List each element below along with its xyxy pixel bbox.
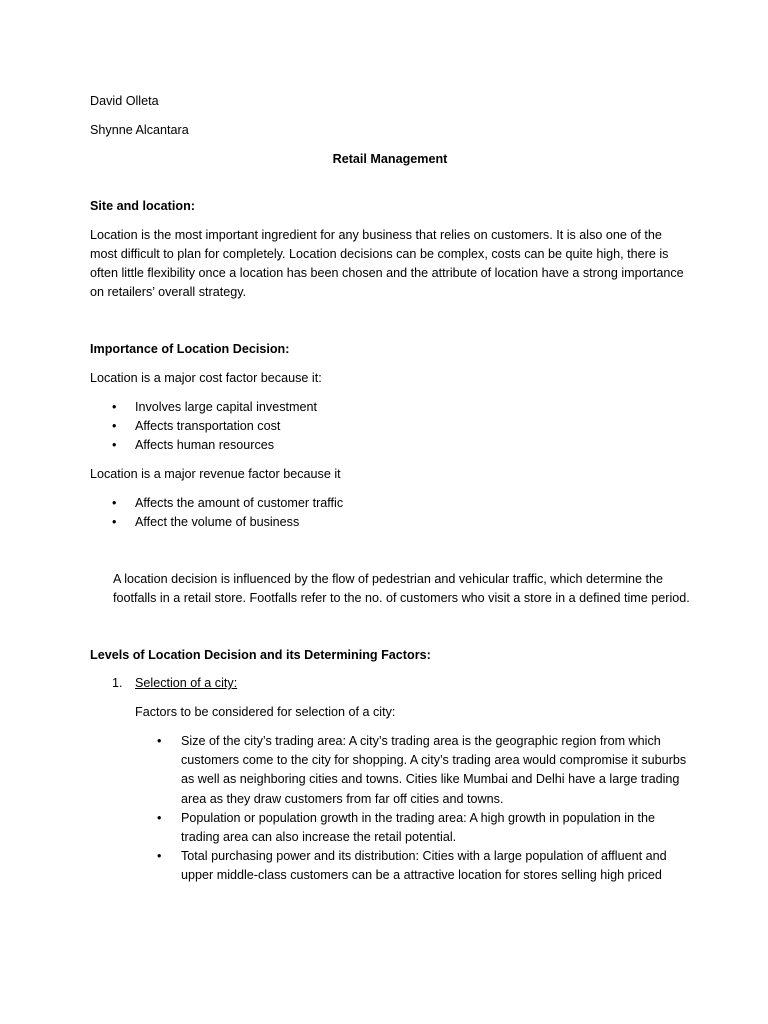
- list-item: [90, 847, 690, 885]
- list-item-text: Affects transportation cost: [135, 418, 281, 433]
- item-label: Selection of a city:: [135, 676, 238, 691]
- bullet-icon: •: [157, 733, 162, 748]
- revenue-list: [90, 494, 690, 532]
- factors-intro: Factors to be considered for selection of a city:: [135, 705, 396, 720]
- list-item-text: Population or population growth in the trading area: A high growth in population in the trading area can also increase the retail potential.: [181, 810, 655, 844]
- spacer: [90, 618, 690, 646]
- list-item-text: Total purchasing power and its distribution: Cities with a large population of affluent and upper middle-class customers can be a attractive location for stores selling high priced: [181, 849, 667, 883]
- section-heading-levels: Levels of Location Decision and its Determining Factors:: [90, 647, 431, 662]
- list-item: [90, 732, 690, 809]
- list-item-text: Affect the volume of business: [135, 514, 300, 529]
- list-item-text: Size of the city’s trading area: A city’s trading area is the geographic region from which customers come to the city for shopping. A city’s trading area would compromise it suburbs as well as neighboring cities and towns. Cities like Mumbai and Delhi have a large trading area as they draw customers from far off cities and towns.: [181, 733, 687, 806]
- footfall-paragraph: A location decision is influenced by the flow of pedestrian and vehicular traffic, which determine the footfalls in a retail store. Footfalls refer to the no. of customers who visit a store in a defined time period.: [113, 571, 690, 605]
- bullet-icon: •: [112, 418, 117, 433]
- author-name: David Olleta: [90, 94, 159, 108]
- revenue-intro: Location is a major revenue factor because it: [90, 466, 341, 481]
- author-name: Shynne Alcantara: [90, 122, 189, 137]
- bullet-icon: •: [112, 438, 117, 452]
- list-item-text: Involves large capital investment: [135, 399, 318, 414]
- bullet-icon: •: [112, 514, 117, 529]
- list-item: [90, 809, 690, 847]
- numbered-item: [90, 674, 690, 693]
- section-heading-importance: Importance of Location Decision:: [90, 342, 290, 356]
- item-number: 1.: [112, 676, 123, 691]
- list-item: [90, 513, 690, 532]
- bullet-icon: •: [157, 849, 162, 864]
- bullet-icon: •: [112, 495, 117, 510]
- cost-list: [90, 398, 690, 456]
- document-title: Retail Management: [332, 151, 448, 166]
- list-item: [90, 494, 690, 513]
- spacer: [90, 312, 690, 340]
- document-page: [90, 92, 690, 886]
- list-item-text: Affects human resources: [135, 438, 275, 452]
- list-item: [90, 436, 690, 455]
- bullet-icon: •: [112, 399, 117, 414]
- list-item: [90, 398, 690, 417]
- list-item: [90, 417, 690, 436]
- list-item-text: Affects the amount of customer traffic: [135, 495, 344, 510]
- cost-intro: Location is a major cost factor because it:: [90, 370, 322, 385]
- bullet-icon: •: [157, 810, 162, 825]
- factors-list: [90, 732, 690, 886]
- section-heading-site: Site and location:: [90, 198, 195, 213]
- spacer: [90, 542, 690, 570]
- site-paragraph: Location is the most important ingredient for any business that relies on customers. It is also one of the most difficult to plan for completely. Location decisions can be complex, costs can be quite high, there is often little flexibility once a location has been chosen and the attribute of location have a strong importance on retailers’ overall strategy.: [90, 227, 684, 300]
